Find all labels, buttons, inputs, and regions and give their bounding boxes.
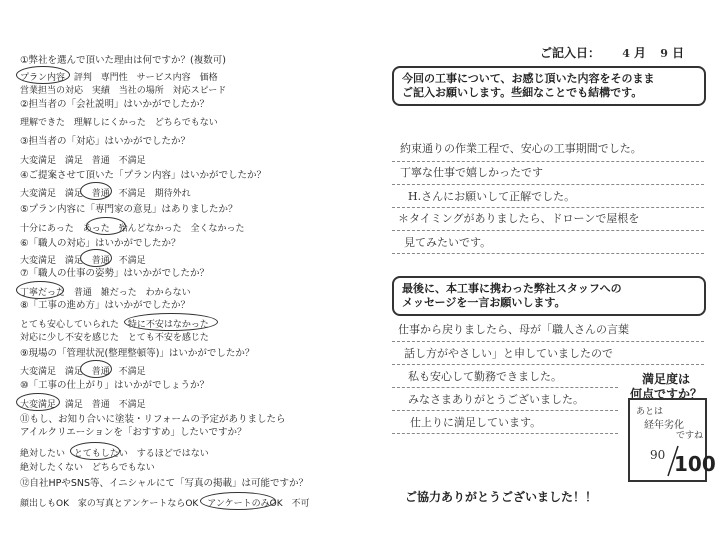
q2-title: ②担当者の「会社説明」はいかがでしたか？ — [20, 99, 210, 110]
comment2-line2: 話し方がやさしい」と申していましたので — [404, 347, 613, 360]
q9-opt-2[interactable]: 満足 — [64, 367, 83, 377]
q9-title: ⑨現場の「管理状況(整理整頓等)」はいかがでしたか？ — [20, 348, 255, 359]
answer-circle — [16, 281, 64, 299]
satisfaction-line2: 何点ですか？ — [630, 387, 703, 401]
ruled-line — [392, 206, 704, 208]
date-month-unit: 月 — [634, 46, 647, 60]
q2-options — [20, 115, 224, 128]
answer-circle — [200, 492, 276, 510]
comment2-line1: 仕事から戻りましたら、母が「職人さんの言葉 — [398, 323, 629, 336]
answer-circle — [80, 249, 112, 267]
q6-opt-4[interactable]: 不満足 — [118, 256, 146, 266]
ruled-line — [392, 409, 618, 411]
q8-opt-2[interactable]: 特に不安はなかった — [127, 320, 209, 330]
q2-opt-1[interactable]: 理解できた — [20, 118, 66, 128]
answer-circle — [80, 360, 112, 378]
q2-opt-2[interactable]: 理解しにくかった — [73, 118, 146, 128]
q2-opt-3[interactable]: どちらでもない — [154, 118, 218, 128]
q1-opt-reputation[interactable]: 評判 — [73, 73, 92, 83]
score-max: 100 — [674, 452, 716, 476]
q11-title: ⑪もし、お知り合いに塗装・リフォームの予定がありましたら — [20, 414, 286, 425]
q5-opt-4[interactable]: 全くなかった — [190, 224, 245, 234]
q4-title: ④ご提案させて頂いた「プラン内容」はいかがでしたか？ — [20, 170, 267, 181]
q8-title: ⑧「工事の進め方」はいかがでしたか？ — [20, 300, 191, 311]
thanks-message: ご協力ありがとうございました！！ — [405, 490, 598, 504]
q3-opt-2[interactable]: 満足 — [64, 156, 83, 166]
score-note-3: ですね — [676, 431, 704, 441]
q12-opt-2[interactable]: 家の写真とアンケートならOK — [77, 499, 199, 509]
answer-circle — [86, 217, 126, 235]
message-prompt-line2: メッセージを一言お願いします。 — [402, 296, 566, 309]
date-day: 9 — [660, 47, 668, 60]
q4-opt-3[interactable]: 普通 — [91, 189, 110, 199]
q11-opt-2[interactable]: とてもしたい — [73, 449, 128, 459]
score-note-1: あとは — [636, 407, 664, 417]
q7-opt-3[interactable]: 雑だった — [100, 288, 137, 298]
date-label: ご記入日： — [540, 46, 601, 60]
q7-opt-4[interactable]: わからない — [145, 288, 191, 298]
q3-options — [20, 153, 152, 166]
q5-title: ⑤プラン内容に「専門家の意見」はありましたか？ — [20, 204, 238, 215]
score-value: 90 — [650, 448, 666, 462]
q10-title: ⑩「工事の仕上がり」はいかがでしょうか？ — [20, 380, 210, 391]
q9-opt-4[interactable]: 不満足 — [118, 367, 146, 377]
q5-opt-2[interactable]: あった — [82, 224, 110, 234]
q11-title2: アイルクリエーションを「おすすめ」したいですか？ — [20, 427, 247, 438]
q1-opt-speed[interactable]: 対応スピード — [172, 86, 227, 96]
q10-opt-2[interactable]: 満足 — [64, 400, 83, 410]
ruled-line — [392, 386, 618, 388]
q3-opt-3[interactable]: 普通 — [91, 156, 110, 166]
ruled-line — [392, 160, 704, 162]
q1-opt-location[interactable]: 当社の場所 — [118, 86, 164, 96]
q8-options-row2 — [20, 330, 215, 343]
q1-opt-sales[interactable]: 営業担当の対応 — [20, 86, 84, 96]
q10-opt-3[interactable]: 普通 — [91, 400, 110, 410]
q10-opt-4[interactable]: 不満足 — [118, 400, 146, 410]
q11-opt-3[interactable]: するほどではない — [136, 449, 209, 459]
q4-opt-4[interactable]: 不満足 — [118, 189, 146, 199]
message-prompt-box — [392, 276, 706, 316]
q10-opt-1[interactable]: 大変満足 — [20, 400, 57, 410]
answer-circle — [16, 66, 70, 84]
q1-opt-record[interactable]: 実績 — [91, 86, 110, 96]
answer-circle — [124, 313, 218, 331]
comment1-line3: H.さんにお願いして正解でした。 — [408, 190, 576, 203]
message-prompt-line1: 最後に、本工事に携わった弊社スタッフへの — [402, 282, 622, 295]
comment1-line5: 見てみたいです。 — [404, 236, 492, 249]
answer-circle — [70, 442, 120, 460]
ruled-line — [392, 363, 704, 365]
q6-title: ⑥「職人の対応」はいかがでしたか？ — [20, 238, 181, 249]
satisfaction-line1: 満足度は — [642, 372, 691, 386]
q4-opt-2[interactable]: 満足 — [64, 189, 83, 199]
answer-circle — [16, 393, 60, 411]
q4-opt-1[interactable]: 大変満足 — [20, 189, 57, 199]
score-note-2: 経年劣化 — [644, 420, 684, 431]
satisfaction-score-box — [628, 398, 716, 482]
q11-opt-4[interactable]: 絶対したくない — [20, 463, 84, 473]
q5-opt-3[interactable]: 殆んどなかった — [118, 224, 182, 234]
q1-title: ①弊社を選んで頂いた理由は何ですか？(複数可) — [20, 55, 226, 66]
answer-circle — [80, 182, 112, 200]
q3-opt-4[interactable]: 不満足 — [118, 156, 146, 166]
ruled-line — [392, 340, 704, 342]
comment-prompt-box — [392, 66, 706, 106]
q8-opt-3[interactable]: 対応に少し不安を感じた — [20, 333, 120, 343]
comment2-line5: 仕上りに満足しています。 — [410, 416, 542, 429]
q6-opt-3[interactable]: 普通 — [91, 256, 110, 266]
q3-opt-1[interactable]: 大変満足 — [20, 156, 57, 166]
q1-opt-service[interactable]: サービス内容 — [136, 73, 191, 83]
q1-options-row2 — [20, 83, 232, 96]
q12-opt-4[interactable]: 不可 — [291, 499, 310, 509]
q11-opt-5[interactable]: どちらでもない — [91, 463, 155, 473]
q8-opt-4[interactable]: とても不安を感じた — [127, 333, 209, 343]
ruled-line — [392, 229, 704, 231]
date-month: 4 — [622, 47, 630, 60]
q12-opt-1[interactable]: 顔出しもOK — [20, 499, 69, 509]
fill-date — [540, 44, 684, 61]
q12-title: ⑫自社HPやSNS等、イニシャルにて「写真の掲載」は可能ですか？ — [20, 478, 308, 489]
q7-opt-2[interactable]: 普通 — [73, 288, 92, 298]
comment-prompt-line1: 今回の工事について、お感じ頂いた内容をそのまま — [402, 72, 655, 85]
q9-opt-1[interactable]: 大変満足 — [20, 367, 57, 377]
comment-prompt-line2: ご記入お願いします。些細なことでも結構です。 — [402, 86, 643, 99]
q4-opt-5[interactable]: 期待外れ — [154, 189, 191, 199]
q5-opt-1[interactable]: 十分にあった — [20, 224, 74, 234]
q8-opt-1[interactable]: とても安心していられた — [20, 320, 120, 330]
comment1-line4: ＊タイミングがありましたら、ドローンで屋根を — [398, 212, 640, 225]
q6-opt-1[interactable]: 大変満足 — [20, 256, 57, 266]
q1-opt-expertise[interactable]: 専門性 — [100, 73, 128, 83]
q11-opt-1[interactable]: 絶対したい — [20, 449, 66, 459]
q12-opt-3[interactable]: アンケートのみOK — [207, 499, 283, 509]
q1-opt-price[interactable]: 価格 — [199, 73, 218, 83]
comment1-line2: 丁寧な仕事で嬉しかったです — [400, 166, 543, 179]
ruled-line — [392, 252, 704, 254]
q11-options-row2 — [20, 460, 161, 473]
date-day-unit: 日 — [672, 46, 685, 60]
q5-options — [20, 221, 251, 234]
q9-opt-3[interactable]: 普通 — [91, 367, 110, 377]
comment1-line1: 約束通りの作業工程で、安心の工事期間でした。 — [400, 142, 642, 155]
ruled-line — [392, 183, 704, 185]
q1-opt-plan[interactable]: プラン内容 — [20, 73, 66, 83]
q3-title: ③担当者の「対応」はいかがでしたか？ — [20, 136, 191, 147]
ruled-line — [392, 432, 618, 434]
comment2-line4: みなさまありがとうございました。 — [408, 393, 584, 406]
comment2-line3: 私も安心して勤務できました。 — [408, 370, 562, 383]
q6-opt-2[interactable]: 満足 — [64, 256, 83, 266]
q7-title: ⑦「職人の仕事の姿勢」はいかがでしたか？ — [20, 268, 210, 279]
q7-opt-1[interactable]: 丁寧だった — [20, 288, 66, 298]
